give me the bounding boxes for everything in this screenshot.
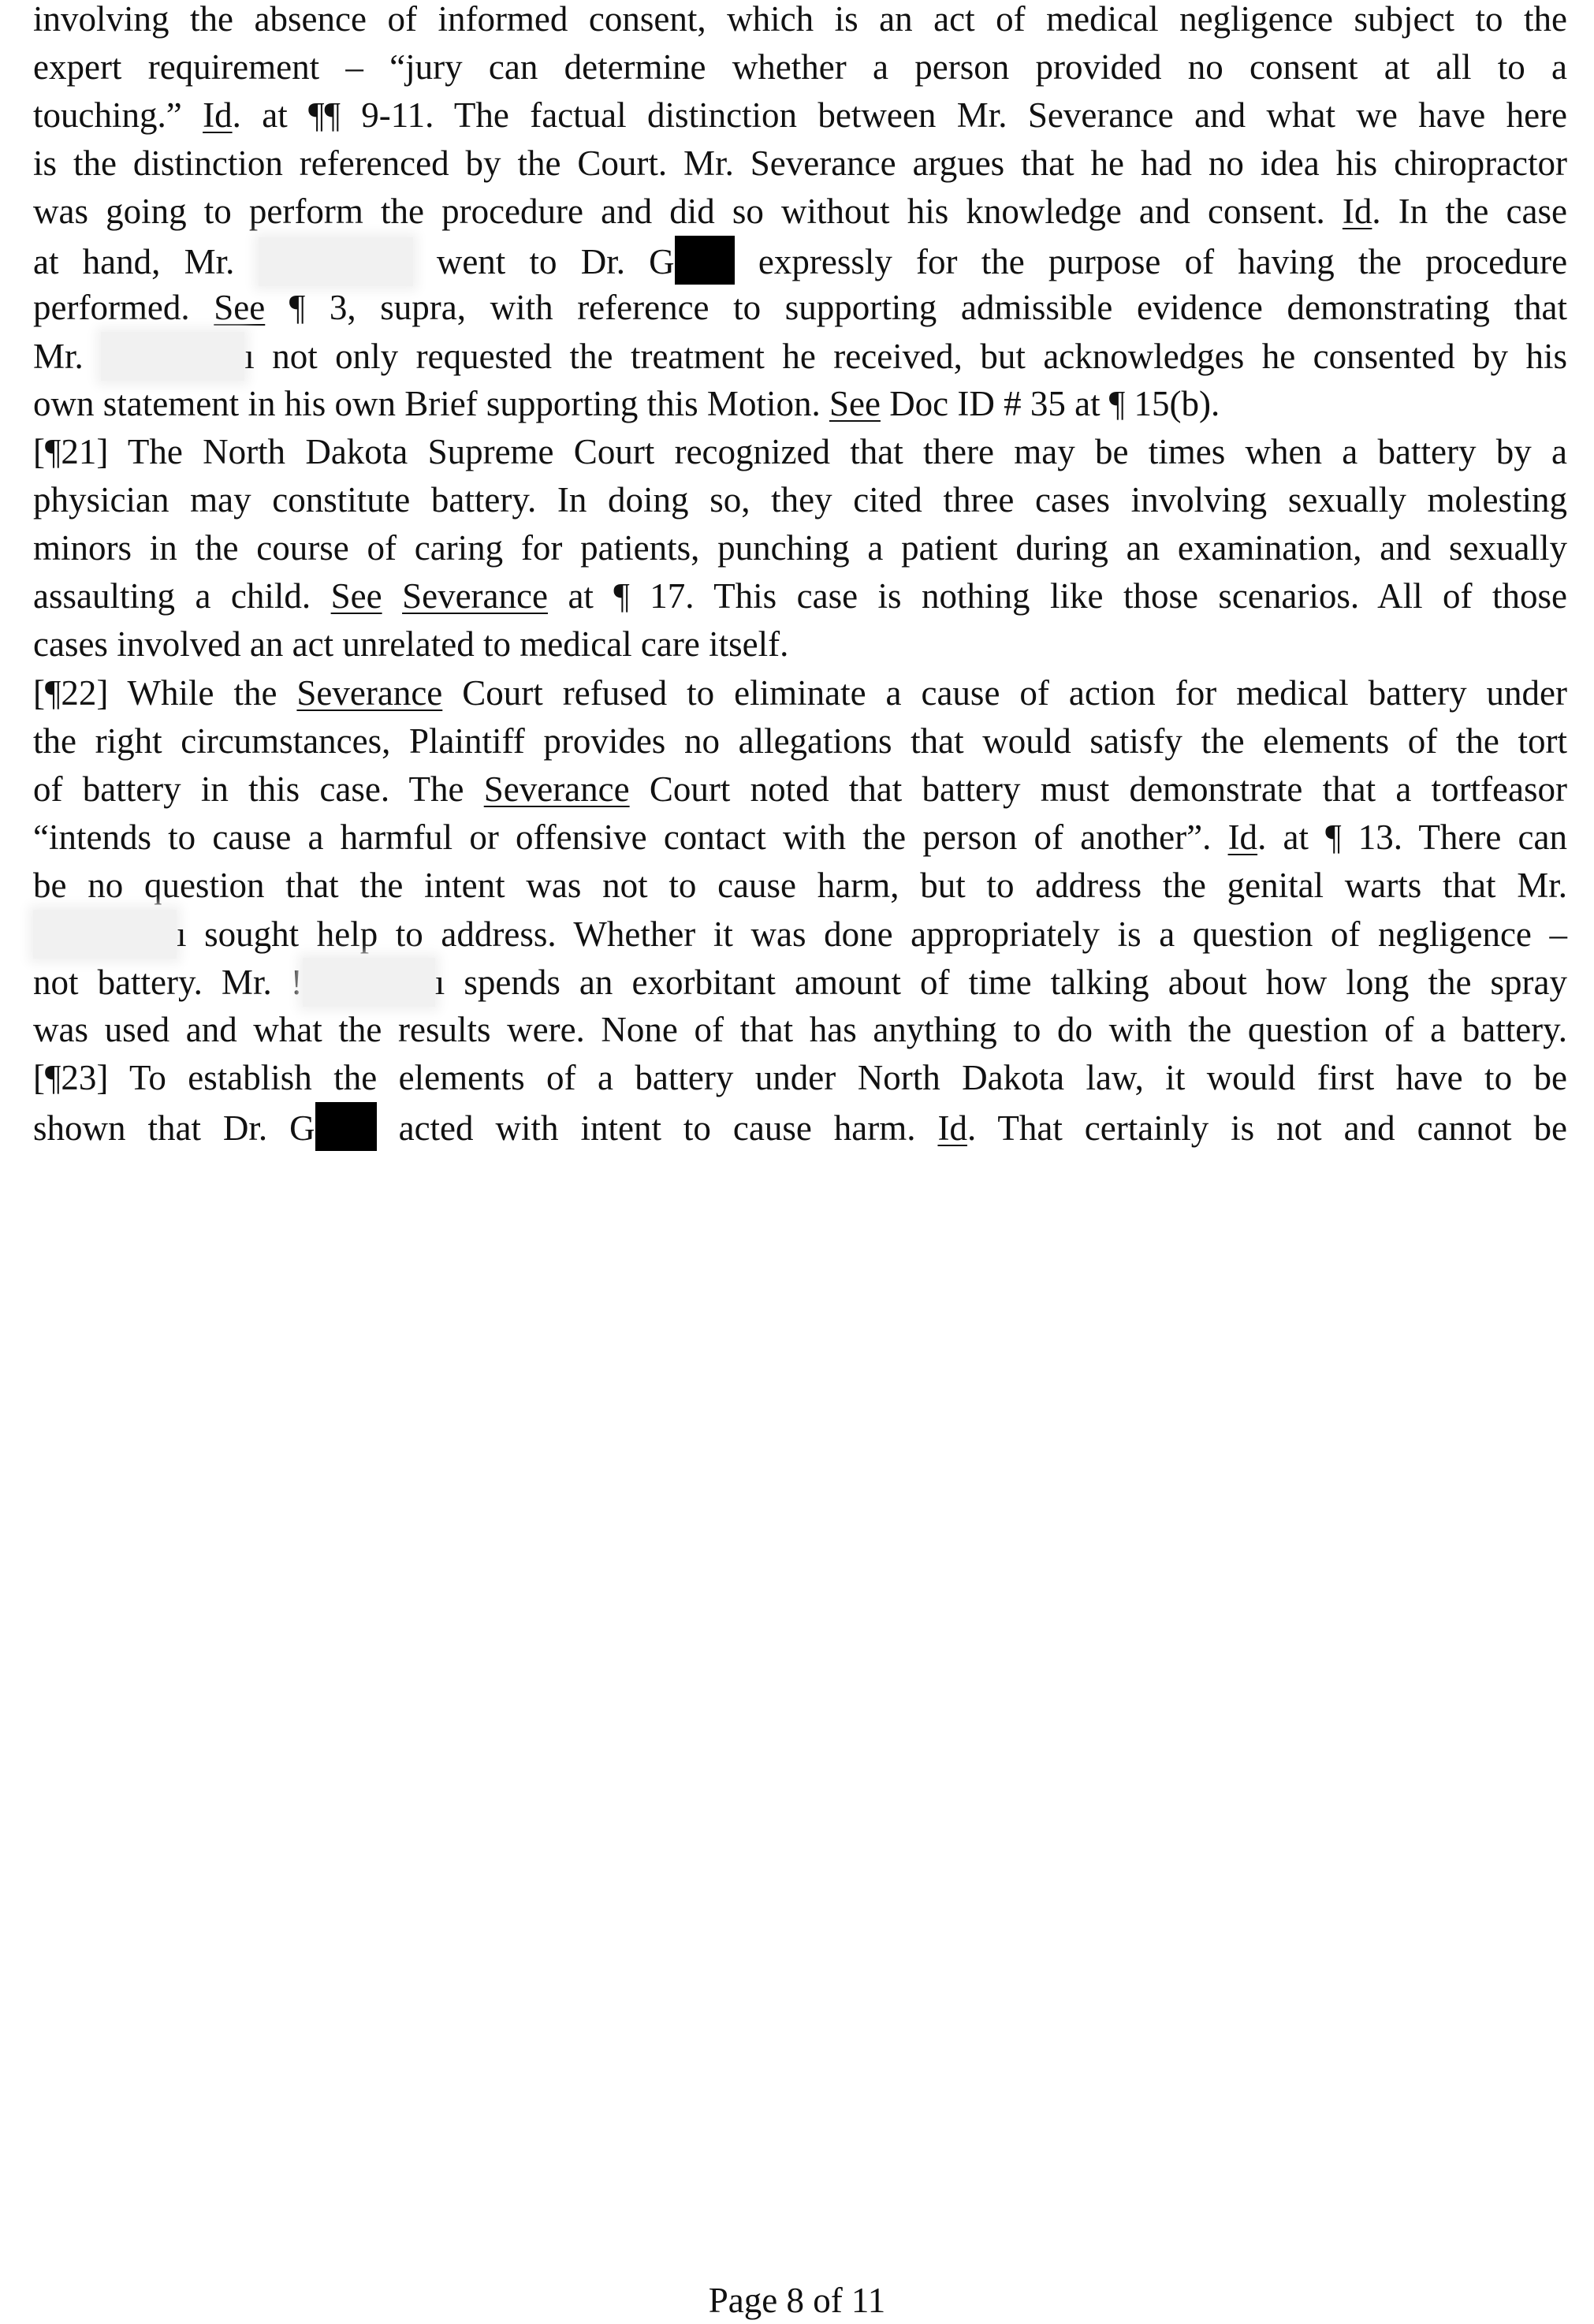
line-text: be no question that the intent was not to cause harm, but to address the genital warts that Mr. <box>33 866 1567 905</box>
line-text: expert requirement – “jury can determine whether a person provided no consent at all to a <box>33 47 1567 87</box>
line-text: assaulting a child. <box>33 576 331 616</box>
text-line-14 <box>33 620 1567 668</box>
line-text: shown that Dr. G <box>33 1108 315 1148</box>
redacted-name-blur <box>259 237 413 286</box>
text-line-2 <box>33 43 1567 91</box>
citation-see: See <box>330 576 382 616</box>
citation-id: Id <box>1227 817 1258 857</box>
line-text: [¶21] The North Dakota Supreme Court recognized that there may be times when a battery by a <box>33 432 1567 471</box>
line-text: physician may constitute battery. In doing so, they cited three cases involving sexually molesting <box>33 480 1567 520</box>
line-text: . In the case <box>1372 192 1567 231</box>
line-text: ı not only requested the treatment he received, but acknowledges he consented by his <box>244 337 1568 376</box>
line-text: ¶ 3, supra, with reference to supporting admissible evidence demonstrating that <box>265 288 1568 327</box>
line-text: performed. <box>33 288 214 327</box>
text-line-12 <box>33 524 1567 572</box>
line-text: not battery. Mr. ! <box>33 963 303 1002</box>
citation-see: See <box>829 384 881 423</box>
text-line-1 <box>33 0 1567 43</box>
text-line-16 <box>33 717 1567 765</box>
line-text: at hand, Mr. <box>33 242 235 281</box>
text-line-19 <box>33 862 1567 909</box>
line-text: cases involved an act unrelated to medical care itself. <box>33 624 789 664</box>
line-text: “intends to cause a harmful or offensive contact with the person of another”. <box>33 817 1228 857</box>
redacted-name-blur <box>303 958 435 1007</box>
text-line-8 <box>33 332 1567 381</box>
line-text: touching.” <box>33 95 203 135</box>
line-text: ı spends an exorbitant amount of time talking about how long the spray <box>434 963 1567 1002</box>
line-text: Doc ID # 35 at ¶ 15(b). <box>880 384 1220 423</box>
redacted-name-blur <box>33 910 177 959</box>
text-line-13 <box>33 572 1567 620</box>
page-number: Page 8 of 11 <box>708 2281 886 2320</box>
line-text: own statement in his own Brief supporting this Motion. <box>33 384 829 423</box>
text-line-17 <box>33 765 1567 813</box>
redacted-name-blur <box>101 332 244 381</box>
text-line-6 <box>33 236 1567 286</box>
line-text: was used and what the results were. None of that has anything to do with the question of a battery. <box>33 1010 1567 1049</box>
line-text: is the distinction referenced by the Court. Mr. Severance argues that he had no idea his chiropractor <box>33 143 1567 183</box>
line-text: Mr. <box>33 337 84 376</box>
text-line-15 <box>33 669 1567 717</box>
citation-id: Id <box>203 95 233 135</box>
citation-see: See <box>214 288 266 327</box>
line-text: the right circumstances, Plaintiff provides no allegations that would satisfy the elements of the tort <box>33 721 1567 761</box>
line-text: expressly for the purpose of having the procedure <box>758 242 1568 281</box>
line-text: minors in the course of caring for patients, punching a patient during an examination, and sexually <box>33 528 1567 568</box>
line-text: . at ¶ 13. There can <box>1257 817 1567 857</box>
line-text: acted with intent to cause harm. <box>398 1108 938 1148</box>
text-line-3 <box>33 91 1567 139</box>
line-text: ı sought help to address. Whether it was done appropriately is a question of negligence – <box>177 914 1567 954</box>
text-line-21 <box>33 958 1567 1007</box>
line-text: Court noted that battery must demonstrate that a tortfeasor <box>629 769 1567 809</box>
text-line-23 <box>33 1054 1567 1101</box>
text-line-18 <box>33 814 1567 861</box>
line-text: Court refused to eliminate a cause of action for medical battery under <box>442 673 1567 713</box>
line-text: was going to perform the procedure and did so without his knowledge and consent. <box>33 192 1343 231</box>
text-line-4 <box>33 140 1567 187</box>
citation-id: Id <box>937 1108 967 1148</box>
text-line-20 <box>33 910 1567 959</box>
line-text: [¶23] To establish the elements of a battery under North Dakota law, it would first have to be <box>33 1058 1567 1097</box>
citation-id: Id <box>1342 192 1372 231</box>
text-line-22 <box>33 1006 1567 1053</box>
case-name: Severance <box>296 673 443 713</box>
line-text: . That certainly is not and cannot be <box>966 1108 1567 1148</box>
line-text: [¶22] While the <box>33 673 297 713</box>
line-text: . at ¶¶ 9-11. The factual distinction between Mr. Severance and what we have here <box>232 95 1568 135</box>
case-name: Severance <box>483 769 630 809</box>
text-line-9 <box>33 380 1567 427</box>
case-name: Severance <box>402 576 548 616</box>
redacted-name-box <box>675 236 735 285</box>
line-text: involving the absence of informed consent, which is an act of medical negligence subject to the <box>33 0 1567 39</box>
line-text: went to Dr. G <box>436 242 675 281</box>
redacted-name-box <box>315 1102 377 1151</box>
line-text: of battery in this case. The <box>33 769 484 809</box>
text-line-10 <box>33 428 1567 475</box>
line-text: at ¶ 17. This case is nothing like those scenarios. All of those <box>547 576 1568 616</box>
text-line-24 <box>33 1102 1567 1152</box>
line-text <box>382 576 402 616</box>
text-line-7 <box>33 284 1567 331</box>
text-line-5 <box>33 188 1567 235</box>
text-line-11 <box>33 476 1567 523</box>
